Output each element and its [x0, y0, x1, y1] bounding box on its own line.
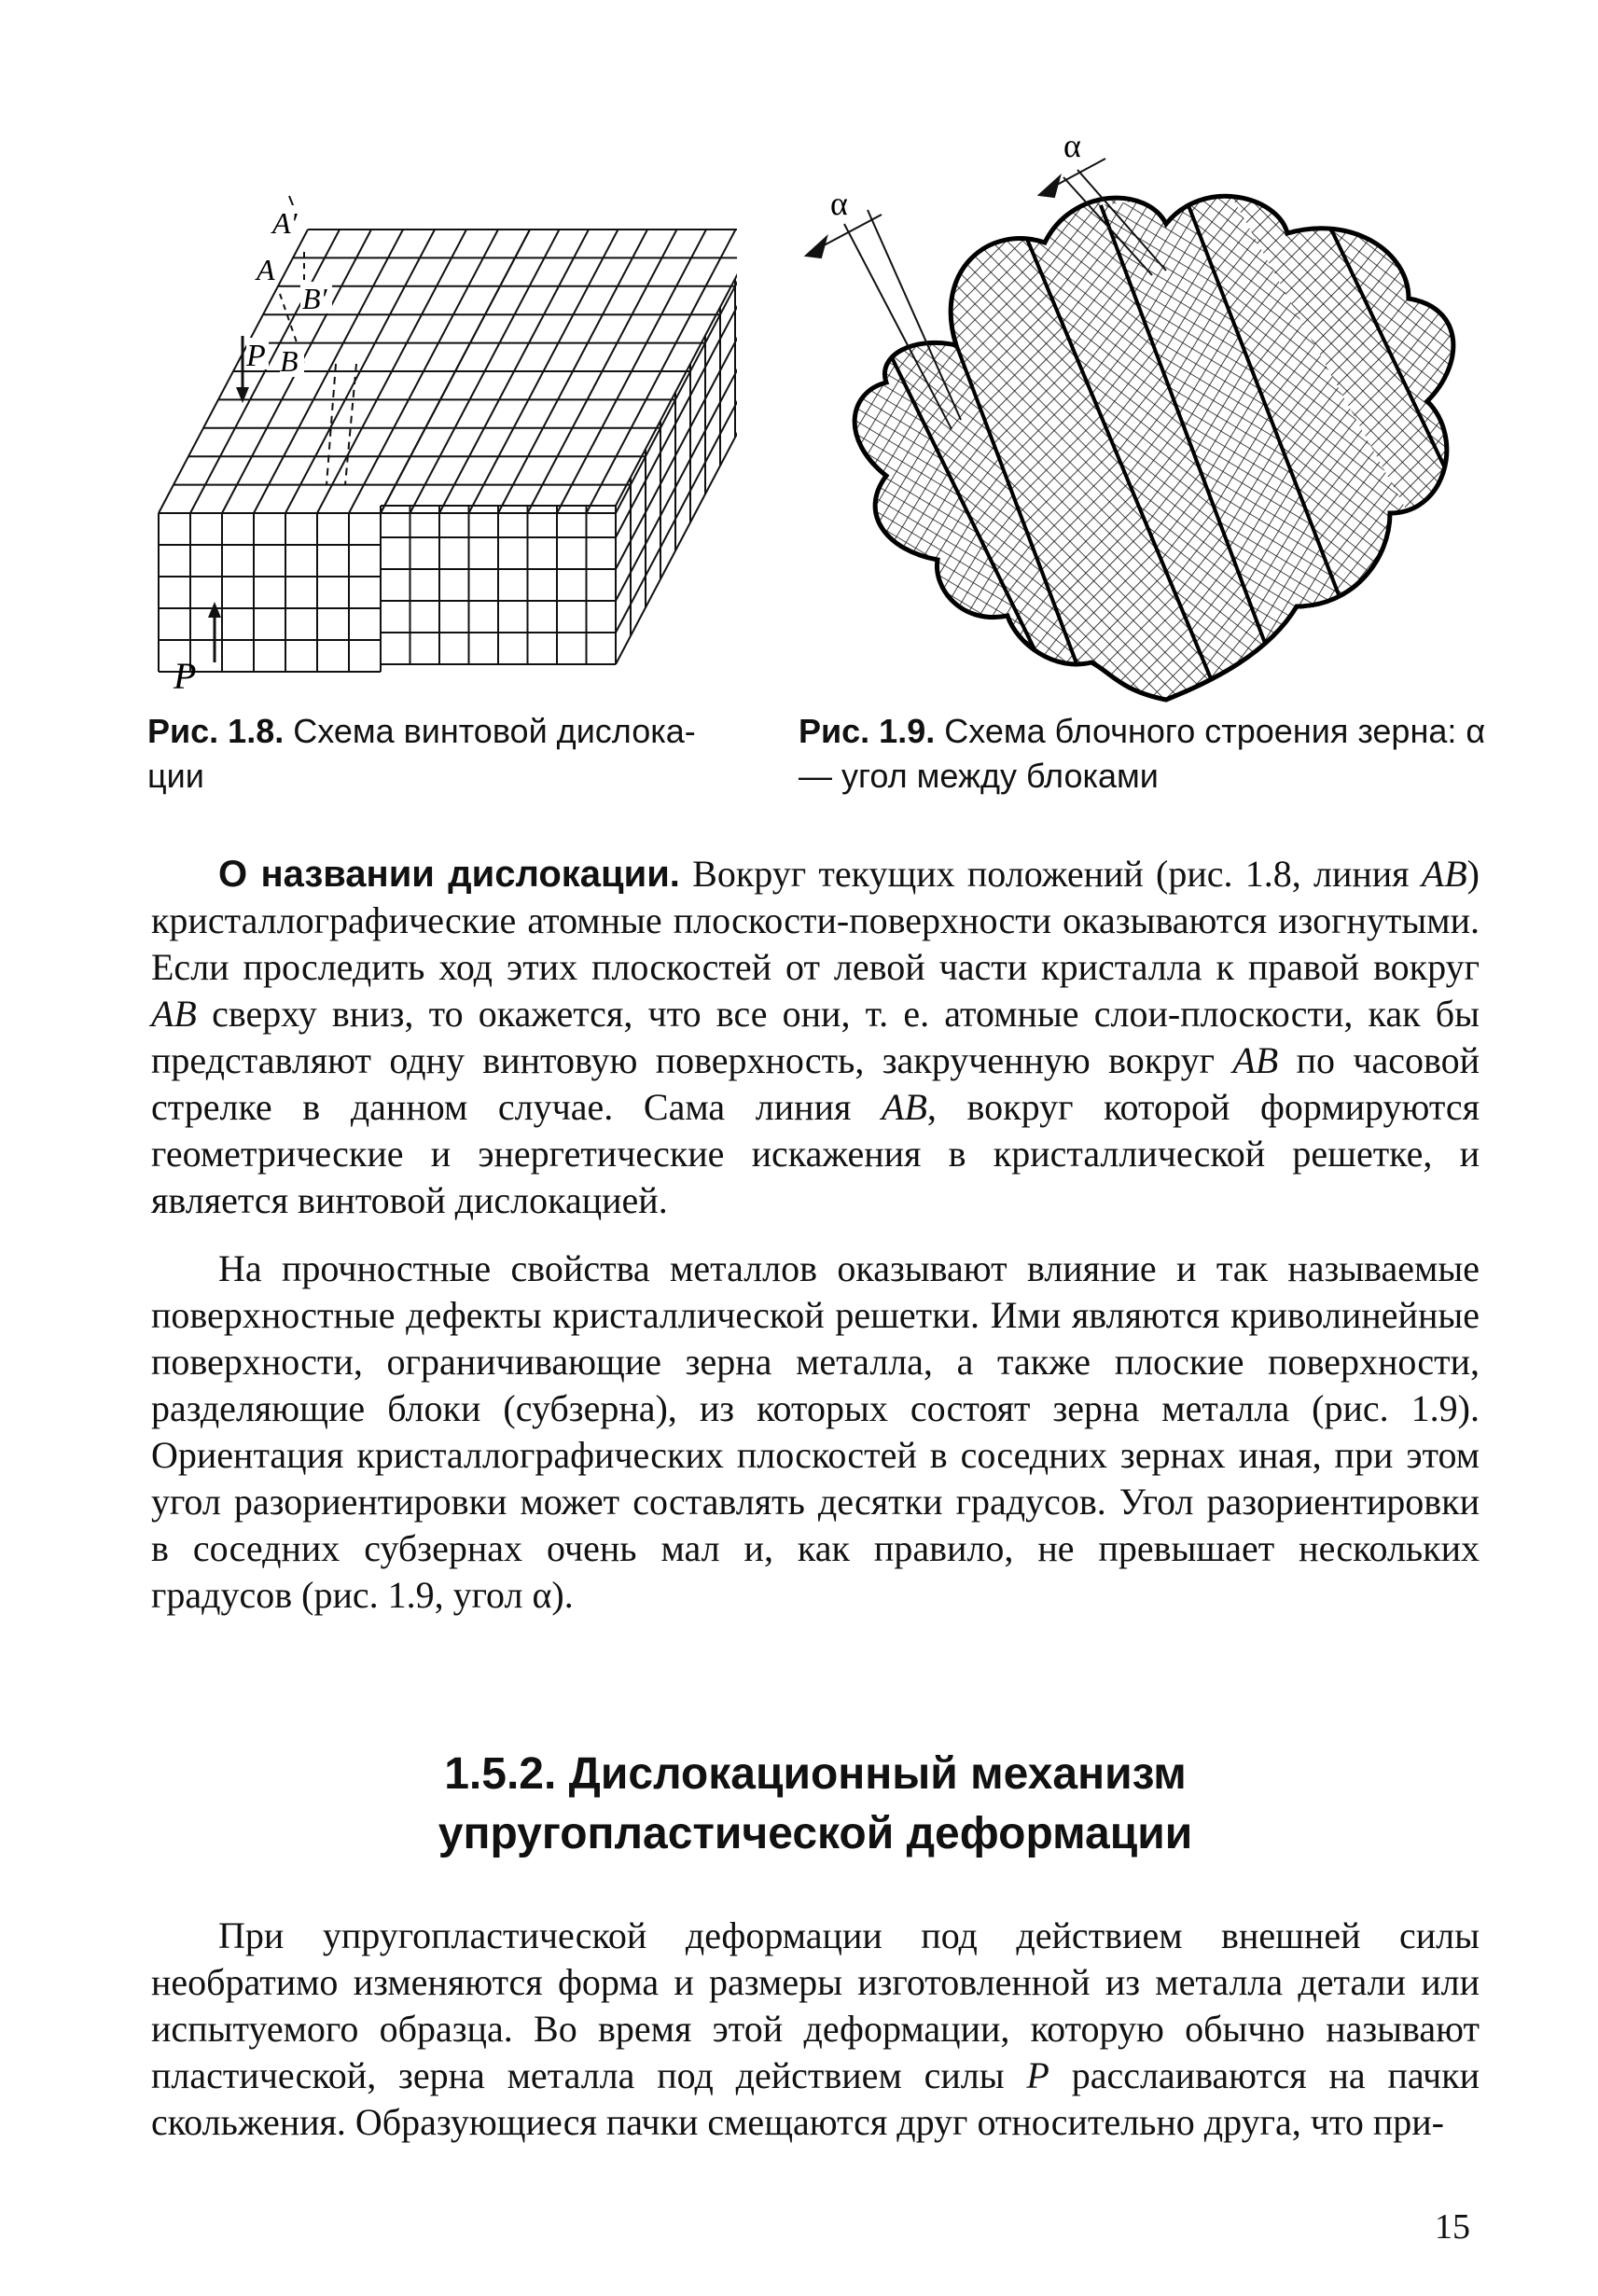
text-run: Вокруг текущих положений (рис. 1.8, линия [679, 853, 1422, 895]
figure-1-8-caption [147, 709, 726, 799]
alpha-label-left: α [830, 185, 848, 222]
var-ab: AB [1421, 853, 1467, 895]
section-heading [151, 1745, 1480, 1864]
lattice-grid [159, 222, 737, 672]
page-number: 15 [1435, 2207, 1470, 2247]
label-a-prime: A′ [272, 206, 298, 240]
figure-1-9-grain-block-structure [793, 121, 1502, 728]
text-run: по часовой стрелке в данном случае. Сама линия [151, 1039, 1480, 1128]
text-run: , вокруг которой формируются геометрические и энергетические искажения в кристаллической решетке, и является винтовой дислокацией. [151, 1086, 1480, 1221]
dislocation-overlay [173, 196, 356, 697]
text-run: расслаиваются на пачки скольжения. Образующиеся пачки смещаются друг относительно друга, что при- [151, 2054, 1480, 2143]
var-ab: AB [151, 993, 197, 1035]
grain-lattice [793, 121, 1502, 728]
figure-1-8-screw-dislocation [140, 177, 737, 718]
caption-label: Рис. 1.8. [147, 712, 285, 750]
var-ab: AB [882, 1086, 927, 1128]
figure-1-9-caption [799, 709, 1508, 799]
label-p-bottom: P [174, 655, 197, 697]
text-run: ) кристаллографические атомные плоскости-поверхности оказываются изогнутыми. Если проследить ход этих плоскостей от левой части кристалла к правой вокруг [151, 853, 1480, 988]
alpha-label-right: α [1063, 127, 1081, 164]
paragraph-surface-defects: На прочностные свойства металлов оказывают влияние и так называемые поверхностные дефекты кристаллической решетки. Ими являются криволинейные поверхности, ограничивающие зерна металла, а также плоские поверхности, разделяющие блоки (субзерна), из которых состоят зерна металла (рис. 1.9). Ориентация кристаллографических плоскостей в соседних зернах иная, при этом угол разориентировки может составлять десятки градусов. Угол разориентировки в соседних субзернах очень мал и, как правило, не превышает нескольких градусов (рис. 1.9, угол α). [151, 1247, 1480, 1616]
var-ab: AB [1232, 1039, 1279, 1081]
section-heading-line1: 1.5.2. Дислокационный механизм [444, 1749, 1187, 1799]
caption-text: Схема блочного строения зерна: α — угол между блоками [799, 712, 1486, 795]
label-p-top: P [246, 339, 266, 373]
text-run: При упругопластической деформации под действием внешней силы необратимо изменяются форма и размеры изготовленной из металла детали или испытуемого образца. Во время этой деформации, которую обычно называют пластической, зерна металла под действием силы [151, 1914, 1480, 2096]
var-p: P [1026, 2054, 1049, 2096]
label-a: A [257, 253, 275, 286]
section-heading-line2: упругопластической деформации [438, 1809, 1193, 1858]
label-b: B [280, 344, 299, 378]
label-b-prime: B′ [302, 282, 327, 315]
caption-text: Схема винтовой дислока-ции [147, 712, 696, 795]
text-run: сверху вниз, то окажется, что все они, т. е. атомные слои-плоскости, как бы представляют одну винтовую поверхность, закрученную вокруг [151, 993, 1480, 1081]
caption-label: Рис. 1.9. [799, 712, 936, 750]
paragraph-lead: О названии дислокации. [218, 854, 680, 895]
paragraph-dislocation-name [151, 851, 1480, 1224]
paragraph-plastic-deformation [151, 1913, 1480, 2146]
